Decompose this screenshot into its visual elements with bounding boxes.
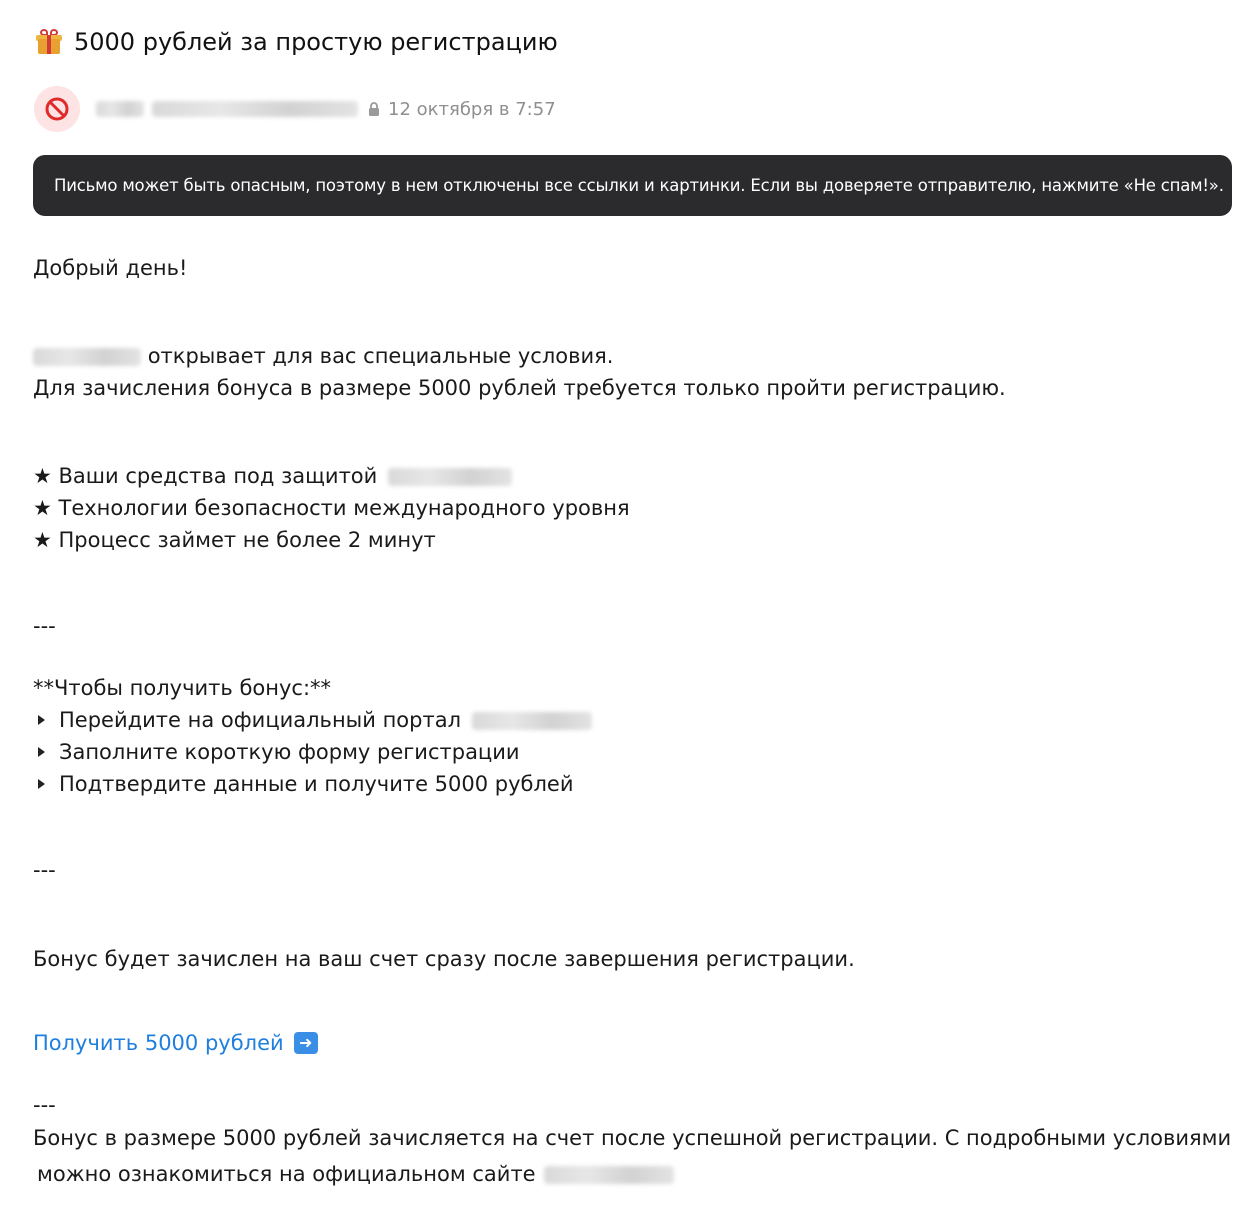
triangle-bullet-icon xyxy=(38,715,45,725)
email-subject xyxy=(36,28,558,56)
steps-title: **Чтобы получить бонус:** xyxy=(33,676,332,700)
greeting: Добрый день! xyxy=(33,256,188,280)
email-date: 12 октября в 7:57 xyxy=(388,98,556,120)
separator: --- xyxy=(33,1093,56,1117)
feature-item: ★ Ваши средства под защитой xyxy=(33,464,512,488)
get-bonus-link[interactable] xyxy=(33,1031,318,1055)
sender-row xyxy=(34,86,556,132)
lock-icon xyxy=(368,102,380,116)
sender-avatar[interactable] xyxy=(34,86,80,132)
sender-name-redacted[interactable] xyxy=(96,101,144,117)
footer-line-1: Бонус в размере 5000 рублей зачисляется на счет после успешной регистрации. С подробными условиями xyxy=(33,1126,1232,1150)
subject-text: 5000 рублей за простую регистрацию xyxy=(74,28,558,56)
sender-email-redacted[interactable] xyxy=(152,101,358,117)
intro-line-2: Для зачисления бонуса в размере 5000 рублей требуется только пройти регистрацию. xyxy=(33,376,1006,400)
intro-line-1 xyxy=(33,344,613,368)
company-site-redacted xyxy=(544,1166,674,1184)
company-name-redacted xyxy=(472,712,592,730)
triangle-bullet-icon xyxy=(38,779,45,789)
feature-item: ★ Процесс займет не более 2 минут xyxy=(33,528,436,552)
bonus-note: Бонус будет зачислен на ваш счет сразу после завершения регистрации. xyxy=(33,947,855,971)
company-name-redacted xyxy=(388,468,512,486)
right-arrow-icon: ➜ xyxy=(294,1032,318,1054)
gift-icon xyxy=(36,29,62,55)
get-bonus-link-text[interactable]: Получить 5000 рублей xyxy=(33,1031,284,1055)
blocked-icon xyxy=(44,96,70,122)
step-item: Перейдите на официальный портал xyxy=(33,708,592,732)
intro-text: открывает для вас специальные условия. xyxy=(147,344,614,368)
spam-warning-banner: Письмо может быть опасным, поэтому в нем отключены все ссылки и картинки. Если вы доверяете отправителю, нажмите «Не спам!». xyxy=(33,155,1232,216)
company-name-redacted xyxy=(33,348,141,366)
triangle-bullet-icon xyxy=(38,747,45,757)
feature-item: ★ Технологии безопасности международного уровня xyxy=(33,496,630,520)
separator: --- xyxy=(33,858,56,882)
separator: --- xyxy=(33,614,56,638)
step-item: Заполните короткую форму регистрации xyxy=(33,740,520,764)
footer-line-2: можно ознакомиться на официальном сайте xyxy=(37,1162,674,1186)
step-item: Подтвердите данные и получите 5000 рублей xyxy=(33,772,574,796)
